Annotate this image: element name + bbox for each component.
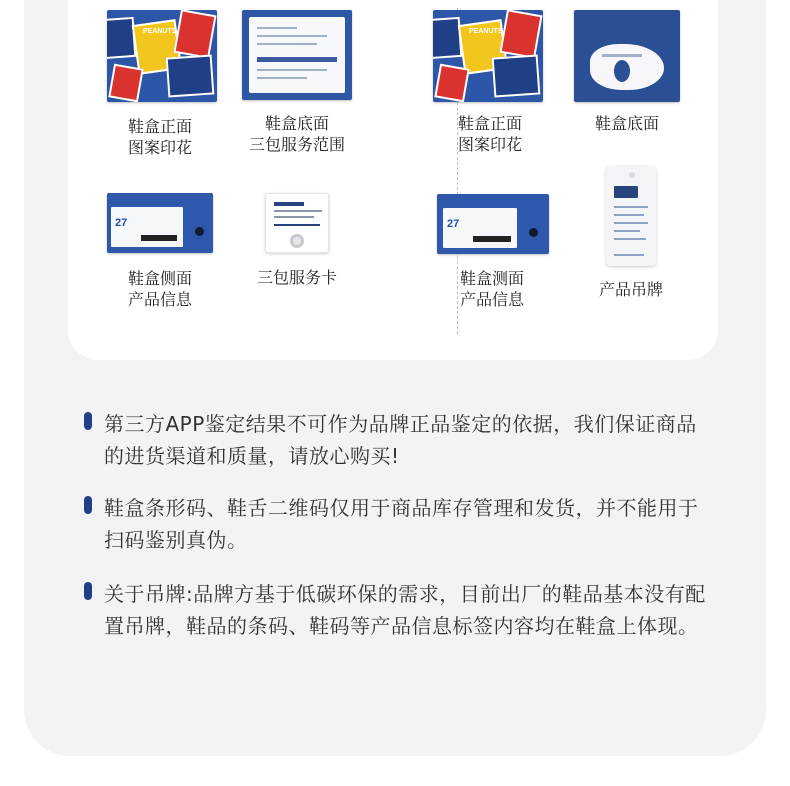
note-text: 第三方APP鉴定结果不可作为品牌正品鉴定的依据，我们保证商品的进货渠道和质量，请放心购买! — [104, 412, 697, 468]
shoebox-bottom-image — [242, 10, 352, 100]
shoebox-bottom-image-right — [574, 10, 680, 102]
caption-left-card: 三包服务卡 — [256, 268, 337, 287]
note-text: 鞋盒条形码、鞋舌二维码仅用于商品库存管理和发货，并不能用于扫码鉴别真伪。 — [104, 496, 699, 552]
caption-left-bottom: 鞋盒底面 三包服务范围 — [248, 114, 345, 154]
hang-tag-image — [606, 166, 656, 266]
caption-right-bottom: 鞋盒底面 — [594, 114, 659, 133]
shoebox-side-image: 27 — [107, 193, 213, 253]
caption-right-front: 鞋盒正面 图案印花 — [457, 114, 522, 154]
note-item — [84, 408, 714, 474]
service-card-image — [265, 193, 329, 253]
bullet-marker — [84, 412, 92, 430]
note-text: 关于吊牌:品牌方基于低碳环保的需求，目前出厂的鞋品基本没有配置吊牌，鞋品的条码、鞋码等产品信息标签内容均在鞋盒上体现。 — [104, 582, 706, 638]
caption-right-tag: 产品吊牌 — [598, 280, 663, 299]
note-item — [84, 578, 714, 676]
bullet-marker — [84, 496, 92, 514]
shoebox-front-image: PEANUTS — [107, 10, 217, 102]
note-item — [84, 492, 714, 558]
caption-left-side: 鞋盒侧面 产品信息 — [127, 269, 192, 309]
shoebox-front-image-right: PEANUTS — [433, 10, 543, 102]
bullet-marker — [84, 582, 92, 600]
caption-left-front: 鞋盒正面 图案印花 — [127, 117, 192, 157]
caption-right-side: 鞋盒测面 产品信息 — [459, 269, 524, 309]
shoebox-side-image-right: 27 — [437, 194, 549, 254]
